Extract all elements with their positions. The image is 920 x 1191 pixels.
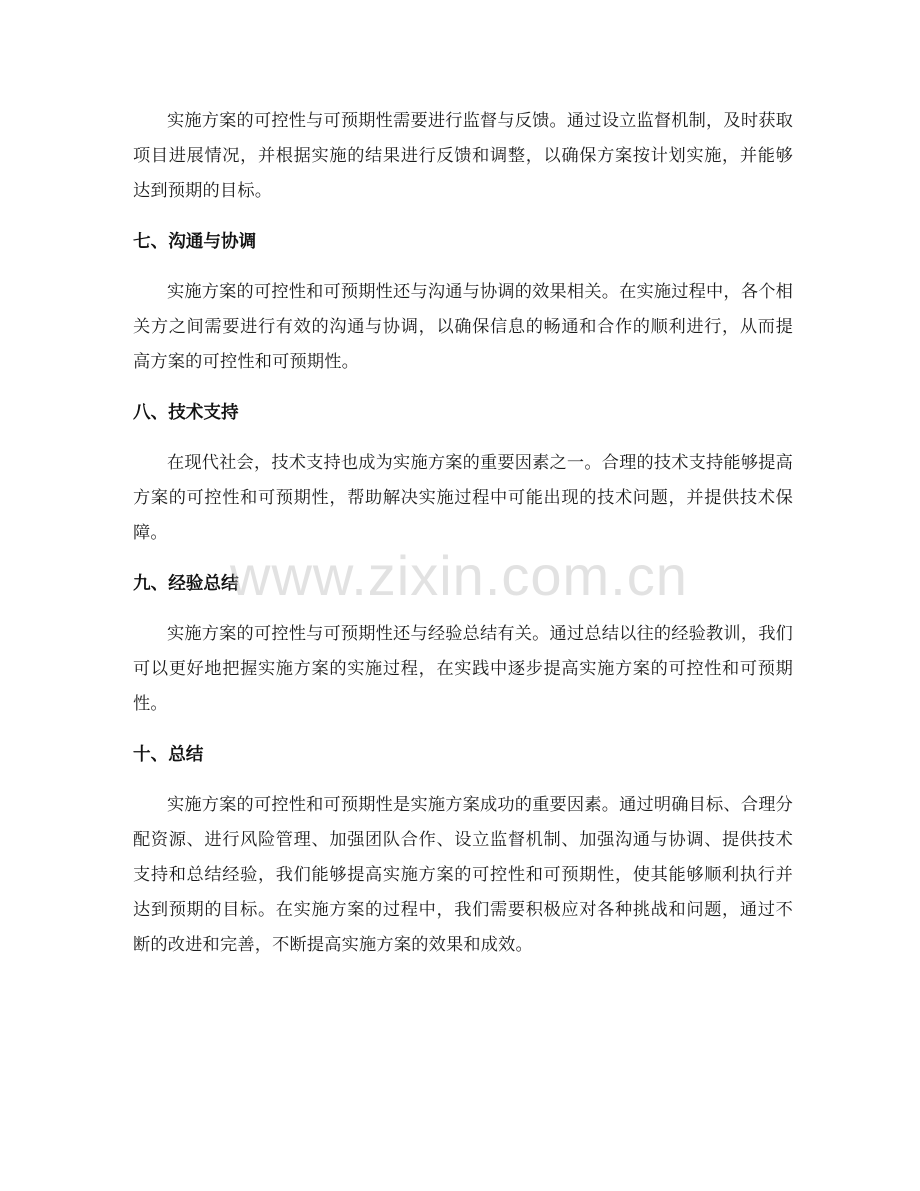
watermark-text: www.zixin.com.cn — [230, 544, 688, 607]
intro-paragraph: 实施方案的可控性与可预期性需要进行监督与反馈。通过设立监督机制，及时获取项目进展情况，并根据实施的结果进行反馈和调整，以确保方案按计划实施，并能够达到预期的目标。 — [133, 111, 793, 201]
section-heading-summary: 十、总结 — [133, 745, 204, 765]
section-paragraph-summary: 实施方案的可控性和可预期性是实施方案成功的重要因素。通过明确目标、合理分配资源、进行风险管理、加强团队合作、设立监督机制、加强沟通与协调、提供技术支持和总结经验，我们能够提高实施方案的可控性和可预期性，使其能够顺利执行并达到预期的目标。在实施方案的过程中，我们需要积极应对各种挑战和问题，通过不断的改进和完善，不断提高实施方案的效果和成效。 — [133, 795, 793, 955]
section-heading-tech-support: 八、技术支持 — [133, 403, 239, 423]
section-heading-experience: 九、经验总结 — [133, 574, 239, 594]
section-paragraph-communication: 实施方案的可控性和可预期性还与沟通与协调的效果相关。在实施过程中，各个相关方之间需要进行有效的沟通与协调，以确保信息的畅通和合作的顺利进行，从而提高方案的可控性和可预期性。 — [133, 282, 793, 372]
section-paragraph-experience: 实施方案的可控性与可预期性还与经验总结有关。通过总结以往的经验教训，我们可以更好地把握实施方案的实施过程，在实践中逐步提高实施方案的可控性和可预期性。 — [133, 624, 793, 714]
section-heading-communication: 七、沟通与协调 — [133, 232, 257, 252]
section-paragraph-tech-support: 在现代社会，技术支持也成为实施方案的重要因素之一。合理的技术支持能够提高方案的可控性和可预期性，帮助解决实施过程中可能出现的技术问题，并提供技术保障。 — [133, 453, 793, 543]
document-body — [133, 104, 793, 963]
